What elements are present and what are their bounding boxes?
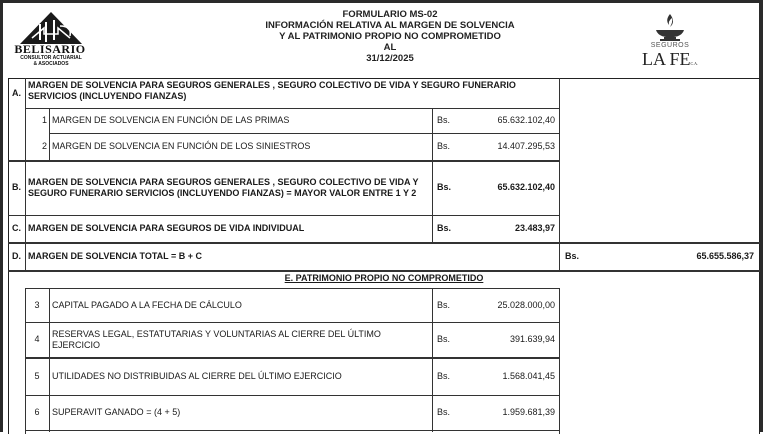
row-6-currency: Bs. xyxy=(437,407,451,417)
row-2-currency: Bs. xyxy=(437,141,451,151)
section-c-label: MARGEN DE SOLVENCIA PARA SEGUROS DE VIDA INDIVIDUAL xyxy=(28,223,305,233)
row-3-currency: Bs. xyxy=(437,299,451,310)
belisario-logo-sub xyxy=(8,55,94,67)
la-fe-logo-text: LA FE xyxy=(641,49,691,69)
section-c-currency: Bs. xyxy=(437,223,452,233)
row-4-label-line-2: EJERCICIO xyxy=(52,339,101,350)
row-3-value: 25.028.000,00 xyxy=(497,299,555,310)
row-1-currency: Bs. xyxy=(437,115,451,125)
belisario-logo-sub1: CONSULTOR ACTUARIAL xyxy=(20,55,82,61)
title-line-1: INFORMACIÓN RELATIVA AL MARGEN DE SOLVENCIA xyxy=(265,20,515,31)
belisario-logo-name: BELISARIO xyxy=(14,42,86,56)
row-1-num: 1 xyxy=(41,115,47,125)
row-6-value: 1.959.681,39 xyxy=(502,407,555,417)
row-2-label: MARGEN DE SOLVENCIA EN FUNCIÓN DE LOS SINIESTROS xyxy=(52,141,311,151)
value-column-divider xyxy=(432,108,433,242)
title-line-3: AL xyxy=(383,42,397,53)
section-b-label xyxy=(28,160,431,215)
row-3-num: 3 xyxy=(34,299,40,310)
row-1-value: 65.632.102,40 xyxy=(497,115,555,125)
section-c-letter: C. xyxy=(12,223,21,233)
row-5-value: 1.568.041,45 xyxy=(502,370,555,381)
belisario-logo-sub2: & ASOCIADOS xyxy=(33,61,69,67)
frame-left xyxy=(0,0,3,432)
row-5-label: UTILIDADES NO DISTRIBUIDAS AL CIERRE DEL ÚLTIMO EJERCICIO xyxy=(52,370,342,381)
section-c-value: 23.483,97 xyxy=(514,223,555,233)
row-5-num: 5 xyxy=(34,370,40,381)
row-6-label: SUPERAVIT GANADO = (4 + 5) xyxy=(52,407,181,417)
section-a-label: MARGEN DE SOLVENCIA PARA SEGUROS GENERALES , SEGURO COLECTIVO DE VIDA Y SEGURO FUNERARIO SERVICIOS (INCLUYENDO FIANZAS) xyxy=(28,80,516,101)
frame-top xyxy=(0,0,768,3)
form-title xyxy=(250,9,530,64)
la-fe-logo-icon xyxy=(630,10,710,44)
divider xyxy=(25,430,560,431)
frame-right-margin xyxy=(763,0,768,432)
row-3-label: CAPITAL PAGADO A LA FECHA DE CÁLCULO xyxy=(52,299,242,310)
form-code: FORMULARIO MS-02 xyxy=(342,9,438,20)
value-column-divider xyxy=(432,288,433,432)
report-date: 31/12/2025 xyxy=(366,53,414,64)
section-d-label: MARGEN DE SOLVENCIA TOTAL = B + C xyxy=(28,250,203,261)
num-column-divider xyxy=(49,108,50,160)
section-a-letter: A. xyxy=(12,87,21,98)
section-e-title: E. PATRIMONIO PROPIO NO COMPROMETIDO xyxy=(284,272,484,283)
la-fe-logo-pre: SEGUROS xyxy=(650,42,690,49)
row-4-value: 391.639,94 xyxy=(509,334,555,344)
row-2-value: 14.407.295,53 xyxy=(497,141,555,151)
section-b-currency: Bs. xyxy=(437,182,452,192)
row-4-currency: Bs. xyxy=(437,334,451,344)
row-1-label: MARGEN DE SOLVENCIA EN FUNCIÓN DE LAS PRIMAS xyxy=(52,115,290,125)
num-column-divider xyxy=(49,288,50,432)
row-2-num: 2 xyxy=(41,141,47,151)
section-d-value: 65.655.586,37 xyxy=(696,250,754,261)
row-4-label xyxy=(52,322,430,357)
title-line-2: Y AL PATRIMONIO PROPIO NO COMPROMETIDO xyxy=(279,31,501,42)
section-d-currency: Bs. xyxy=(565,250,580,261)
section-b-value: 65.632.102,40 xyxy=(497,182,555,192)
section-b-label-line-1: MARGEN DE SOLVENCIA PARA SEGUROS GENERALES , SEGURO COLECTIVO DE VIDA Y xyxy=(28,176,419,187)
row-5-currency: Bs. xyxy=(437,370,451,381)
row-4-label-line-1: RESERVAS LEGAL, ESTATUTARIAS Y VOLUNTARIAS AL CIERRE DEL ÚLTIMO xyxy=(52,328,381,339)
total-column-divider xyxy=(559,242,560,270)
section-b-label-line-2: SEGURO FUNERARIO SERVICIOS (INCLUYENDO FIANZAS) = MAYOR VALOR ENTRE 1 Y 2 xyxy=(28,187,417,198)
section-d-letter: D. xyxy=(12,250,21,261)
row-4-num: 4 xyxy=(34,334,40,344)
section-b-letter: B. xyxy=(12,182,21,192)
row-6-num: 6 xyxy=(34,407,40,417)
la-fe-logo-suffix: C.A. xyxy=(690,61,699,66)
la-fe-logo-name xyxy=(630,49,710,70)
